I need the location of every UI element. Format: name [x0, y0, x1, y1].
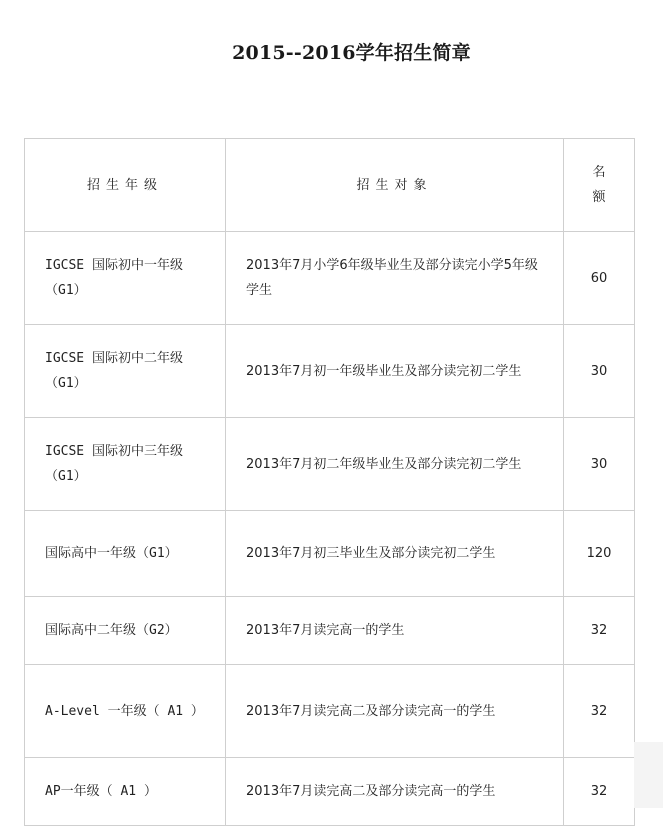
target-text: 2013年7月读完高一的学生 — [246, 623, 405, 638]
header-target: 招生对象 — [226, 139, 564, 232]
table-row — [25, 758, 635, 826]
page-title: 2015--2016学年招生简章 — [232, 42, 471, 64]
grade-text: A-Level 一年级（ A1 ） — [45, 703, 204, 719]
grade-text: IGCSE 国际初中一年级（G1） — [45, 258, 183, 298]
target-cell — [226, 232, 564, 325]
table-row — [25, 665, 635, 758]
target-text: 2013年7月读完高二及部分读完高一的学生 — [246, 703, 496, 719]
header-quota-line2: 额 — [592, 190, 606, 205]
target-cell — [226, 758, 564, 826]
grade-cell — [25, 325, 226, 418]
grade-cell — [25, 597, 226, 665]
grade-text: 国际高中一年级（G1） — [45, 546, 178, 561]
quota-cell: 32 — [564, 665, 635, 758]
admission-table — [24, 138, 635, 826]
grade-text: AP一年级（ A1 ） — [45, 784, 157, 799]
table-row — [25, 418, 635, 511]
header-quota — [564, 139, 635, 232]
side-shade — [634, 742, 663, 808]
target-cell — [226, 511, 564, 597]
table-row — [25, 232, 635, 325]
quota-cell: 32 — [564, 758, 635, 826]
quota-cell: 30 — [564, 418, 635, 511]
target-text: 2013年7月初三毕业生及部分读完初二学生 — [246, 546, 496, 561]
target-cell — [226, 325, 564, 418]
target-cell — [226, 597, 564, 665]
table-row — [25, 511, 635, 597]
quota-cell: 60 — [564, 232, 635, 325]
target-text: 2013年7月读完高二及部分读完高一的学生 — [246, 784, 496, 799]
quota-cell: 32 — [564, 597, 635, 665]
grade-cell — [25, 418, 226, 511]
target-text: 2013年7月初二年级毕业生及部分读完初二学生 — [246, 456, 522, 472]
target-cell — [226, 418, 564, 511]
grade-cell — [25, 758, 226, 826]
grade-text: IGCSE 国际初中三年级（G1） — [45, 444, 183, 484]
table-row — [25, 325, 635, 418]
grade-cell — [25, 511, 226, 597]
quota-cell: 120 — [564, 511, 635, 597]
header-quota-line1: 名 — [592, 165, 606, 180]
target-cell — [226, 665, 564, 758]
grade-cell — [25, 232, 226, 325]
quota-cell: 30 — [564, 325, 635, 418]
grade-cell — [25, 665, 226, 758]
target-text: 2013年7月初一年级毕业生及部分读完初二学生 — [246, 363, 522, 379]
table-row — [25, 597, 635, 665]
grade-text: IGCSE 国际初中二年级（G1） — [45, 351, 183, 391]
target-text: 2013年7月小学6年级毕业生及部分读完小学5年级学生 — [246, 258, 538, 298]
grade-text: 国际高中二年级（G2） — [45, 623, 178, 638]
table-header-row — [25, 139, 635, 232]
header-grade: 招生年级 — [25, 139, 226, 232]
